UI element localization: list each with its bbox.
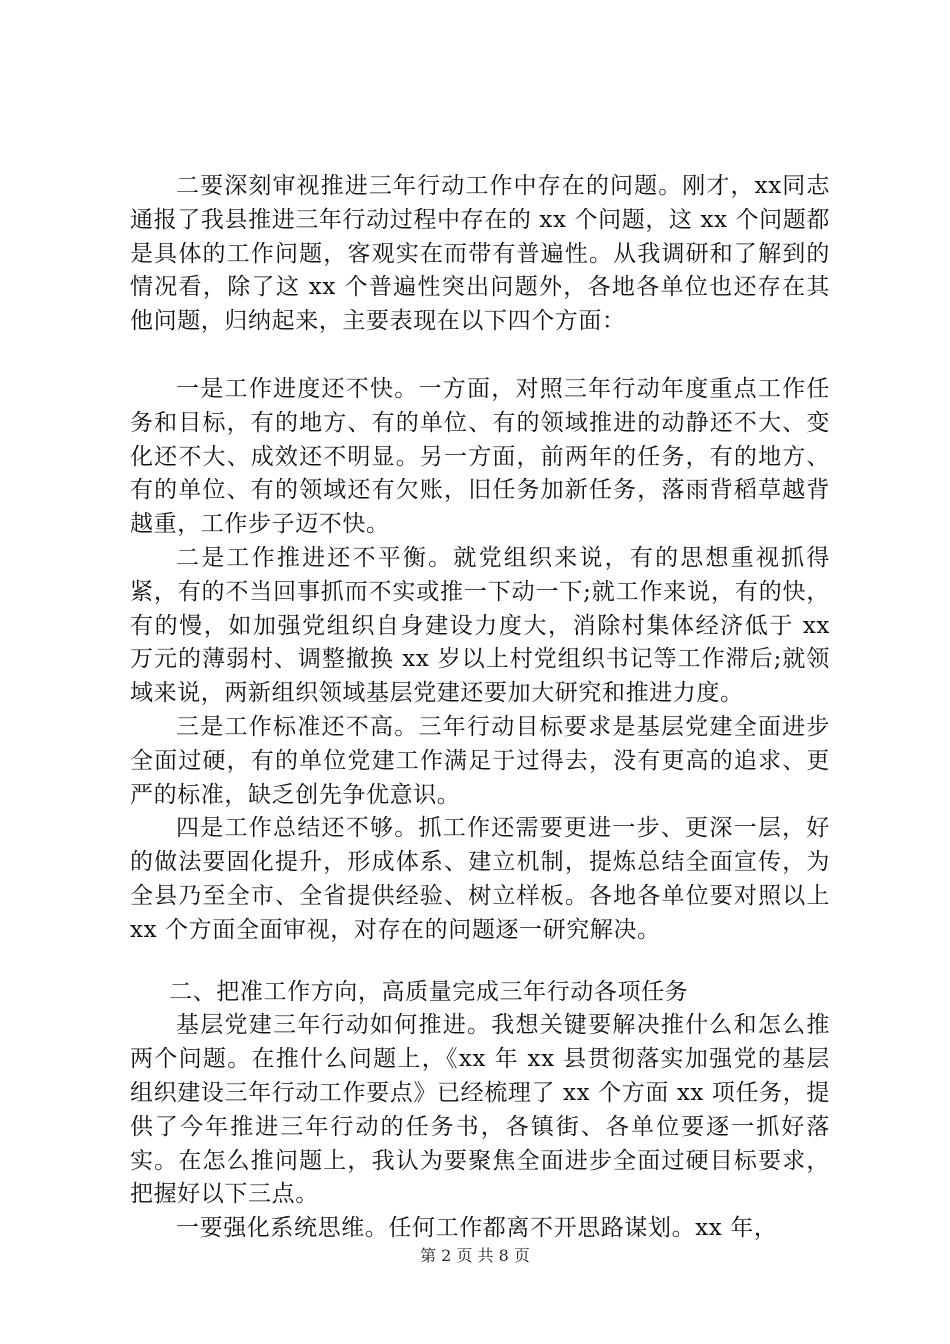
paragraph-progress: 一是工作进度还不快。一方面，对照三年行动年度重点工作任务和目标，有的地方、有的单位、有的领域推进的动静还不大、变化还不大、成效还不明显。另一方面，前两年的任务，有的地方、有的单位、有的领域还有欠账，旧任务加新任务，落雨背稻草越背越重，工作步子迈不快。 [130,375,830,538]
paragraph-how-to-advance: 基层党建三年行动如何推进。我想关键要解决推什么和怎么推两个问题。在推什么问题上，《xx 年 xx 县贯彻落实加强党的基层组织建设三年行动工作要点》已经梳理了 xx 个方面 xx 项任务，提供了今年推进三年行动的任务书，各镇街、各单位要逐一抓好落实。在怎么推问题上，我认为要聚焦全面进步全面过硬目标要求，把握好以下三点。 [130,1012,830,1208]
page-footer: 第 2 页 共 8 页 [420,1246,530,1265]
paragraph-summary: 四是工作总结还不够。抓工作还需要更进一步、更深一层，好的做法要固化提升，形成体系、建立机制，提炼总结全面宣传，为全县乃至全市、全省提供经验、树立样板。各地各单位要对照以上 xx 个方面全面审视，对存在的问题逐一研究解决。 [130,815,830,943]
paragraph-problems-intro: 二要深刻审视推进三年行动工作中存在的问题。刚才，xx同志通报了我县推进三年行动过程中存在的 xx 个问题，这 xx 个问题都是具体的工作问题，客观实在而带有普遍性。从我调研和了解到的情况看，除了这 xx 个普遍性突出问题外，各地各单位也还存在其他问题，归纳起来，主要表现在以下四个方面： [130,173,830,335]
paragraph-balance: 二是工作推进还不平衡。就党组织来说，有的思想重视抓得紧，有的不当回事抓而不实或推一下动一下;就工作来说，有的快，有的慢，如加强党组织自身建设力度大，消除村集体经济低于 xx 万元的薄弱村、调整撤换 xx 岁以上村党组织书记等工作滞后;就领域来说，两新组织领域基层党建还要加大研究和推进力度。 [130,544,830,707]
paragraph-systems-thinking: 一要强化系统思维。任何工作都离不开思路谋划。xx 年， [176,1215,778,1242]
section-heading: 二、把准工作方向，高质量完成三年行动各项任务 [169,978,689,1005]
paragraph-standards: 三是工作标准还不高。三年行动目标要求是基层党建全面进步全面过硬，有的单位党建工作满足于过得去，没有更高的追求、更严的标准，缺乏创先争优意识。 [130,713,830,808]
document-body [130,170,830,1246]
